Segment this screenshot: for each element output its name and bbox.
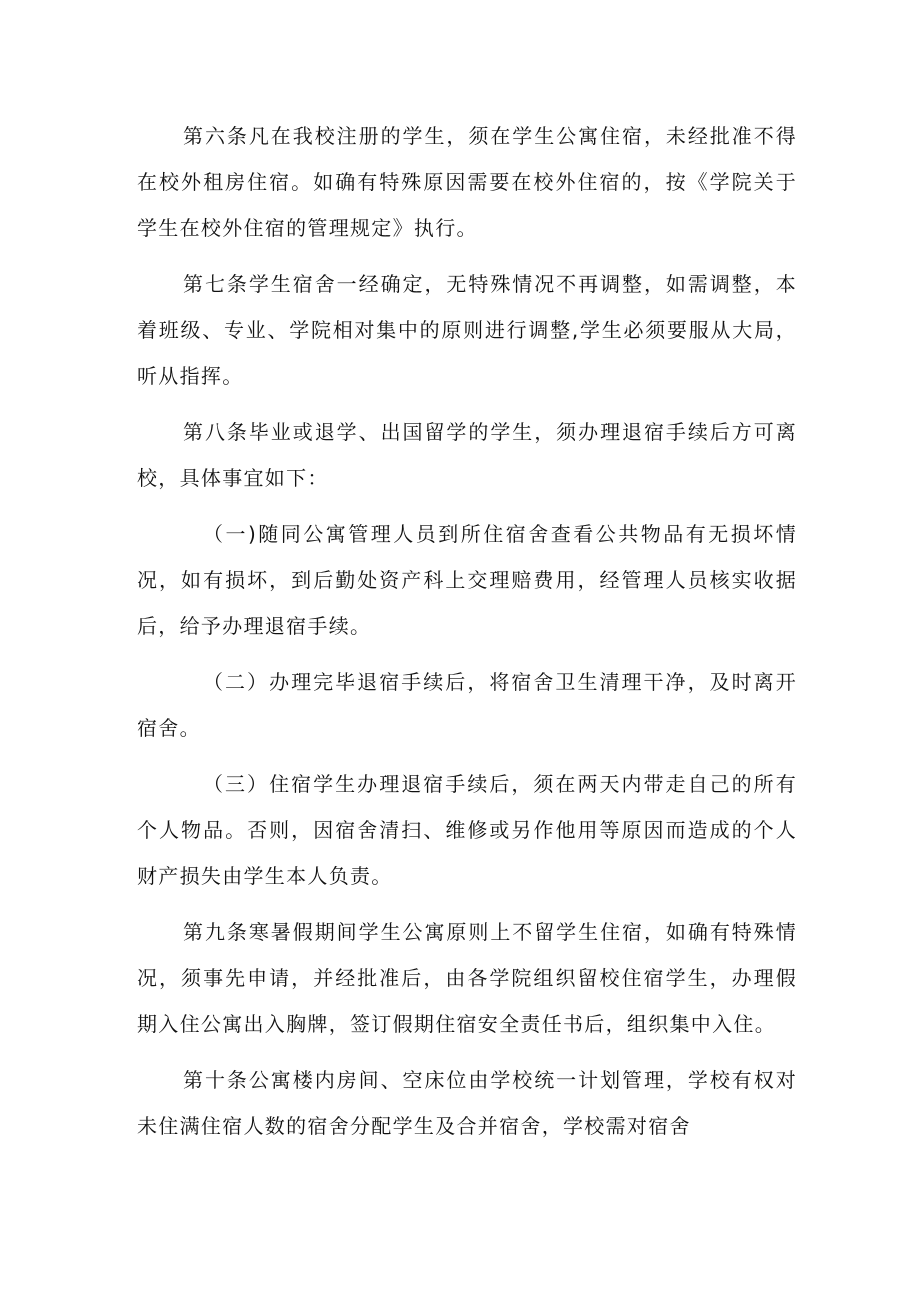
document-body — [137, 113, 797, 1159]
article-8-item-2: （二）办理完毕退宿手续后，将宿舍卫生清理干净，及时离开宿舍。 — [137, 670, 797, 740]
article-10-paragraph: 第十条公寓楼内房间、空床位由学校统一计划管理，学校有权对未住满住宿人数的宿舍分配学生及合并宿舍，学校需对宿舍 — [137, 1068, 797, 1138]
article-7-paragraph: 第七条学生宿舍一经确定，无特殊情况不再调整，如需调整，本着班级、专业、学院相对集中的原则进行调整,学生必须要服从大局，听从指挥。 — [137, 272, 797, 388]
article-8-item-1: （一)随同公寓管理人员到所住宿舍查看公共物品有无损坏情况，如有损坏，到后勤处资产科上交理赔费用，经管理人员核实收据后，给予办理退宿手续。 — [137, 522, 797, 638]
article-6-paragraph: 第六条凡在我校注册的学生，须在学生公寓住宿，未经批准不得在校外租房住宿。如确有特殊原因需要在校外住宿的，按《学院关于学生在校外住宿的管理规定》执行。 — [137, 124, 797, 240]
article-8-paragraph: 第八条毕业或退学、出国留学的学生，须办理退宿手续后方可离校，具体事宜如下： — [137, 420, 797, 490]
article-9-paragraph: 第九条寒暑假期间学生公寓原则上不留学生住宿，如确有特殊情况，须事先申请，并经批准后，由各学院组织留校住宿学生，办理假期入住公寓出入胸牌，签订假期住宿安全责任书后，组织集中入住。 — [137, 920, 797, 1036]
article-8-item-3: （三）住宿学生办理退宿手续后，须在两天内带走自己的所有个人物品。否则，因宿舍清扫、维修或另作他用等原因而造成的个人财产损失由学生本人负责。 — [137, 772, 797, 888]
